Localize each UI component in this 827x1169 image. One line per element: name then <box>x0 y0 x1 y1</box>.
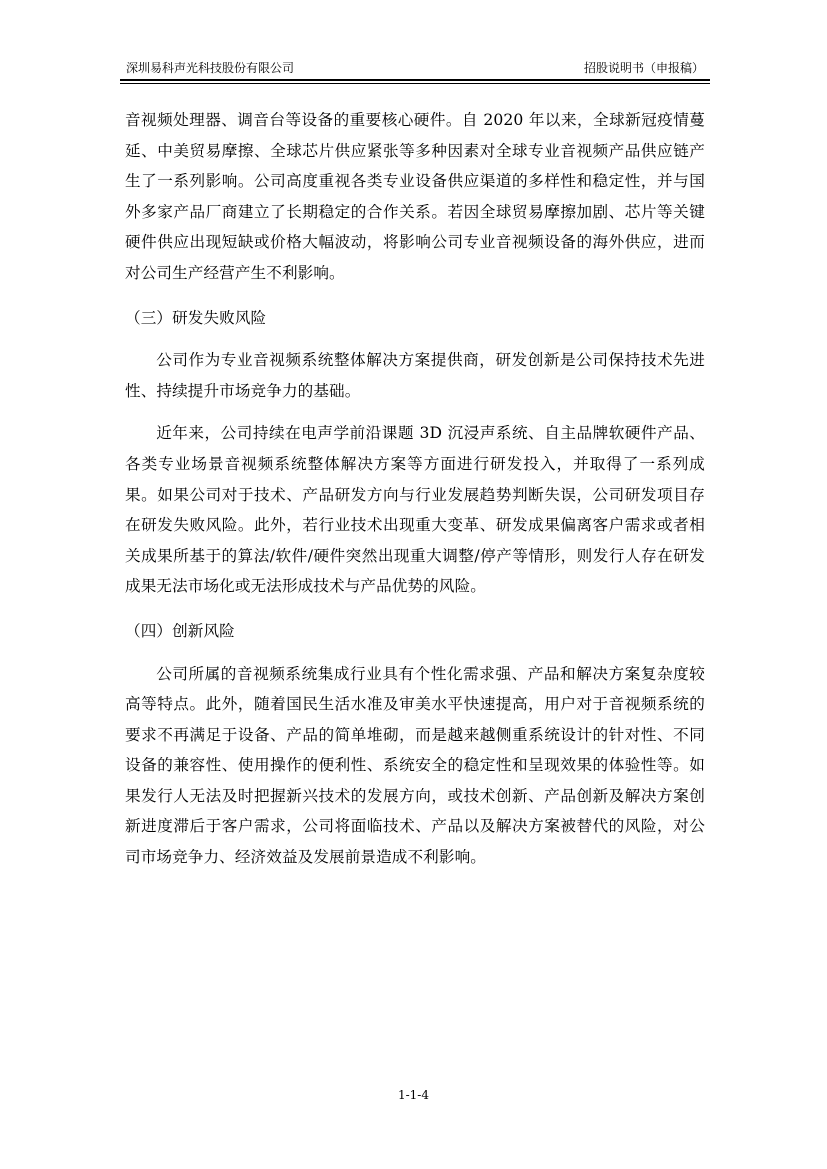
spacer <box>125 647 705 659</box>
document-body <box>125 105 705 873</box>
header-rule-thin <box>120 83 710 84</box>
header-rule-thick <box>120 79 710 81</box>
paragraph-rd-intro: 公司作为专业音视频系统整体解决方案提供商，研发创新是公司保持技术先进性、持续提升市场竞争力的基础。 <box>125 351 705 400</box>
spacer <box>125 602 705 616</box>
header-company-name: 深圳易科声光科技股份有限公司 <box>126 61 295 75</box>
page-header <box>120 58 710 78</box>
header-document-title: 招股说明书（申报稿） <box>583 61 704 75</box>
paragraph-innovation-risk: 公司所属的音视频系统集成行业具有个性化需求强、产品和解决方案复杂度较高等特点。此外，随着国民生活水准及审美水平快速提高，用户对于音视频系统的要求不再满足于设备、产品的简单堆砌，而是越来越侧重系统设计的针对性、不同设备的兼容性、使用操作的便利性、系统安全的稳定性和呈现效果的体验性等。如果发行人无法及时把握新兴技术的发展方向，或技术创新、产品创新及解决方案创新进度滞后于客户需求，公司将面临技术、产品以及解决方案被替代的风险，对公司市场竞争力、经济效益及发展前景造成不利影响。 <box>125 664 705 867</box>
spacer <box>125 333 705 345</box>
paragraph-continued: 音视频处理器、调音台等设备的重要核心硬件。自 2020 年以来，全球新冠疫情蔓延、中美贸易摩擦、全球芯片供应紧张等多种因素对全球专业音视频产品供应链产生了一系列影响。公司高度重视各类专业设备供应渠道的多样性和稳定性，并与国外多家产品厂商建立了长期稳定的合作关系。若因全球贸易摩擦加剧、芯片等关键硬件供应出现短缺或价格大幅波动，将影响公司专业音视频设备的海外供应，进而对公司生产经营产生不利影响。 <box>125 111 705 282</box>
paragraph-rd-risk: 近年来，公司持续在电声学前沿课题 3D 沉浸声系统、自主品牌软硬件产品、各类专业场景音视频系统整体解决方案等方面进行研发投入，并取得了一系列成果。如果公司对于技术、产品研发方向与行业发展趋势判断失误，公司研发项目存在研发失败风险。此外，若行业技术出现重大变革、研发成果偏离客户需求或者相关成果所基于的算法/软件/硬件突然出现重大调整/停产等情形，则发行人存在研发成果无法市场化或无法形成技术与产品优势的风险。 <box>125 424 705 596</box>
spacer <box>125 406 705 418</box>
section-heading-innovation-risk: （四）创新风险 <box>125 621 235 640</box>
section-heading-rd-failure-risk: （三）研发失败风险 <box>125 308 267 327</box>
page-number: 1-1-4 <box>397 1088 429 1102</box>
spacer <box>125 289 705 303</box>
